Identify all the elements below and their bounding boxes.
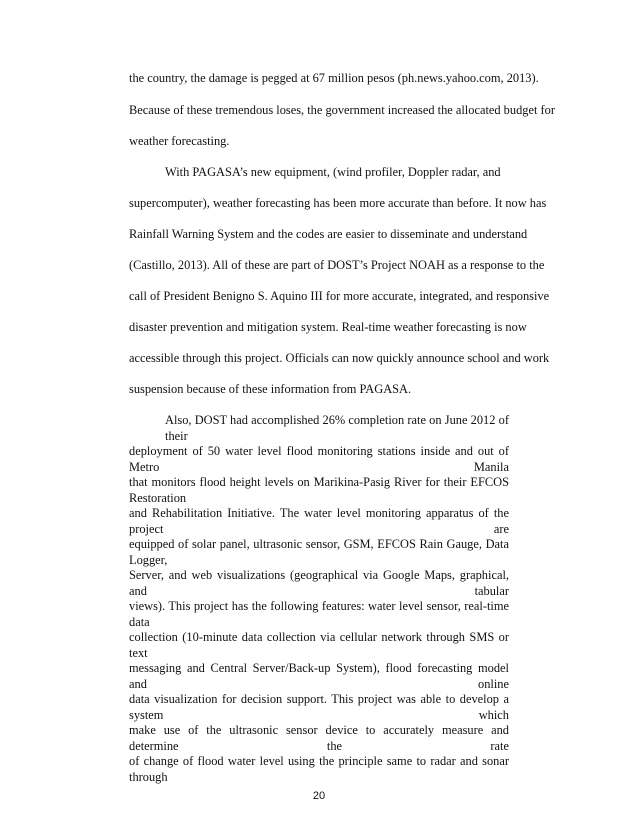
paragraph-2-line-7: accessible through this project. Officials can now quickly announce school and work [129,351,550,365]
paragraph-2-line-4: (Castillo, 2013). All of these are part of DOST’s Project NOAH as a response to the [129,258,545,272]
paragraph-3-line-9: messaging and Central Server/Back-up System), flood forecasting model and online [129,661,509,691]
paragraph-3-line-1: Also, DOST had accomplished 26% completion rate on June 2012 of their [165,413,509,443]
paragraph-2-line-2: supercomputer), weather forecasting has been more accurate than before. It now has [129,196,547,210]
paragraph-2-line-8: suspension because of these information from PAGASA. [129,382,412,396]
paragraph-3-line-7: views). This project has the following features: water level sensor, real-time data [129,599,509,629]
paragraph-3-line-10: data visualization for decision support. This project was able to develop a system which [129,692,509,722]
paragraph-1-line-2: Because of these tremendous loses, the government increased the allocated budget for [129,103,555,117]
paragraph-3-line-3: that monitors flood height levels on Marikina-Pasig River for their EFCOS Restoration [129,475,509,505]
paragraph-3-line-8: collection (10-minute data collection via cellular network through SMS or text [129,630,509,660]
paragraph-1-line-1: the country, the damage is pegged at 67 million pesos (ph.news.yahoo.com, 2013). [129,71,539,85]
paragraph-3-line-4: and Rehabilitation Initiative. The water level monitoring apparatus of the project are [129,506,509,536]
paragraph-1-line-3: weather forecasting. [129,134,230,148]
paragraph-2-line-5: call of President Benigno S. Aquino III for more accurate, integrated, and responsive [129,289,550,303]
paragraph-3-line-11: make use of the ultrasonic sensor device to accurately measure and determine the rate [129,723,509,753]
page-number: 20 [312,790,326,802]
paragraph-3-line-2: deployment of 50 water level flood monitoring stations inside and out of Metro Manila [129,444,509,474]
paragraph-2-line-3: Rainfall Warning System and the codes are easier to disseminate and understand [129,227,528,241]
paragraph-3-line-12: of change of flood water level using the principle same to radar and sonar through [129,754,509,784]
paragraph-2-line-6: disaster prevention and mitigation system. Real-time weather forecasting is now [129,320,527,334]
paragraph-2-line-1: With PAGASA’s new equipment, (wind profiler, Doppler radar, and [165,165,501,179]
paragraph-3-line-6: Server, and web visualizations (geographical via Google Maps, graphical, and tabular [129,568,509,598]
paragraph-3-line-5: equipped of solar panel, ultrasonic sensor, GSM, EFCOS Rain Gauge, Data Logger, [129,537,509,567]
